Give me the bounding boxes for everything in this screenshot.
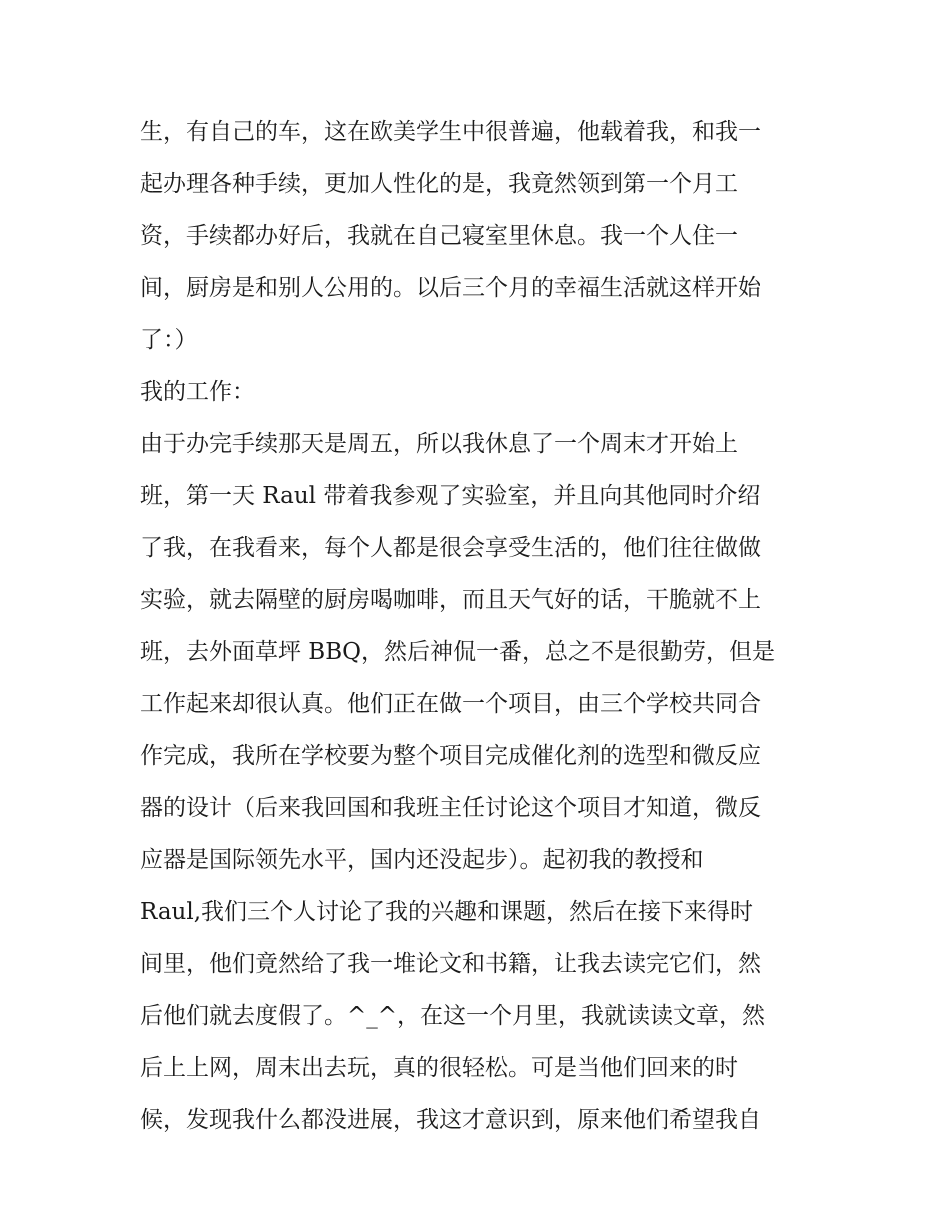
text-line: 间，厨房是和别人公用的。以后三个月的幸福生活就这样开始 xyxy=(140,275,761,301)
text-line: 由于办完手续那天是周五，所以我休息了一个周末才开始上 xyxy=(140,431,738,457)
text-line: 生，有自己的车，这在欧美学生中很普遍，他载着我，和我一 xyxy=(140,119,761,145)
text-line: 班，去外面草坪 BBQ，然后神侃一番，总之不是很勤劳，但是 xyxy=(140,639,775,665)
text-line: 工作起来却很认真。他们正在做一个项目，由三个学校共同合 xyxy=(140,691,761,717)
text-line: 候，发现我什么都没进展，我这才意识到，原来他们希望我自 xyxy=(140,1107,761,1133)
section-heading: 我的工作： xyxy=(140,379,255,405)
text-line: 了：） xyxy=(140,327,198,353)
text-line: 起办理各种手续，更加人性化的是，我竟然领到第一个月工 xyxy=(140,171,738,197)
text-line: 班，第一天 Raul 带着我参观了实验室，并且向其他同时介绍 xyxy=(140,483,761,509)
text-line: 间里，他们竟然给了我一堆论文和书籍，让我去读完它们，然 xyxy=(140,951,761,977)
text-line: 作完成，我所在学校要为整个项目完成催化剂的选型和微反应 xyxy=(140,743,761,769)
text-line: 器的设计（后来我回国和我班主任讨论这个项目才知道，微反 xyxy=(140,795,761,821)
text-line: 应器是国际领先水平，国内还没起步）。起初我的教授和 xyxy=(140,847,704,873)
body-text xyxy=(140,106,820,1146)
text-line: Raul,我们三个人讨论了我的兴趣和课题，然后在接下来得时 xyxy=(140,899,754,925)
text-line: 资，手续都办好后，我就在自己寝室里休息。我一个人住一 xyxy=(140,223,738,249)
text-line: 了我，在我看来，每个人都是很会享受生活的，他们往往做做 xyxy=(140,535,761,561)
text-line: 实验，就去隔壁的厨房喝咖啡，而且天气好的话，干脆就不上 xyxy=(140,587,761,613)
text-line: 后他们就去度假了。^_^，在这一个月里，我就读读文章，然 xyxy=(140,1003,766,1029)
text-line: 后上上网，周末出去玩，真的很轻松。可是当他们回来的时 xyxy=(140,1055,738,1081)
